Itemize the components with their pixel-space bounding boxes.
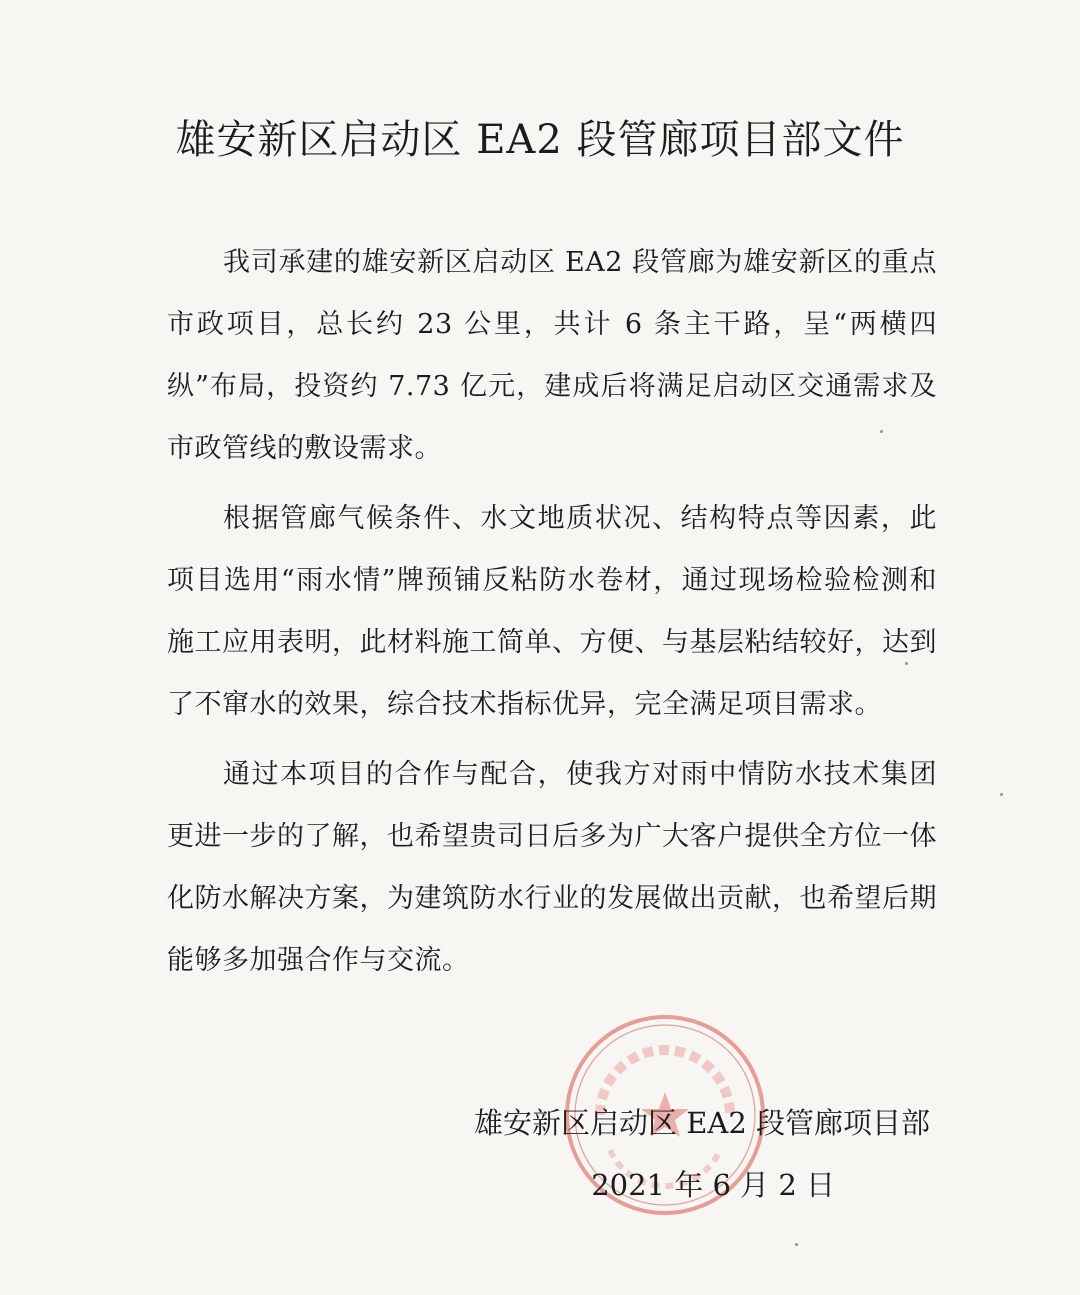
scan-speck — [880, 430, 883, 433]
paragraph-1: 我司承建的雄安新区启动区 EA2 段管廊为雄安新区的重点市政项目，总长约 23 公里，共计 6 条主干路，呈“两横四纵”布局，投资约 7.73 亿元，建成后将满足启动区交通需求及市政管线的敷设需求。 — [167, 247, 937, 464]
paragraph-2: 根据管廊气候条件、水文地质状况、结构特点等因素，此项目选用“雨水情”牌预铺反粘防水卷材，通过现场检验检测和施工应用表明，此材料施工简单、方便、与基层粘结较好，达到了不窜水的效果，综合技术指标优异，完全满足项目需求。 — [167, 503, 937, 720]
document-body — [167, 232, 937, 1000]
scan-speck — [905, 662, 908, 665]
document-title: 雄安新区启动区 EA2 段管廊项目部文件 — [175, 117, 905, 163]
paragraph-3: 通过本项目的合作与配合，使我方对雨中情防水技术集团更进一步的了解，也希望贵司日后多为广大客户提供全方位一体化防水解决方案，为建筑防水行业的发展做出贡献，也希望后期能够多加强合作与交流。 — [167, 759, 937, 976]
signature-date: 2021 年 6 月 2 日 — [591, 1168, 835, 1202]
scan-speck — [1000, 793, 1003, 796]
signature-organization: 雄安新区启动区 EA2 段管廊项目部 — [473, 1106, 930, 1140]
signature-block — [474, 1092, 930, 1216]
scan-speck — [795, 1243, 798, 1246]
